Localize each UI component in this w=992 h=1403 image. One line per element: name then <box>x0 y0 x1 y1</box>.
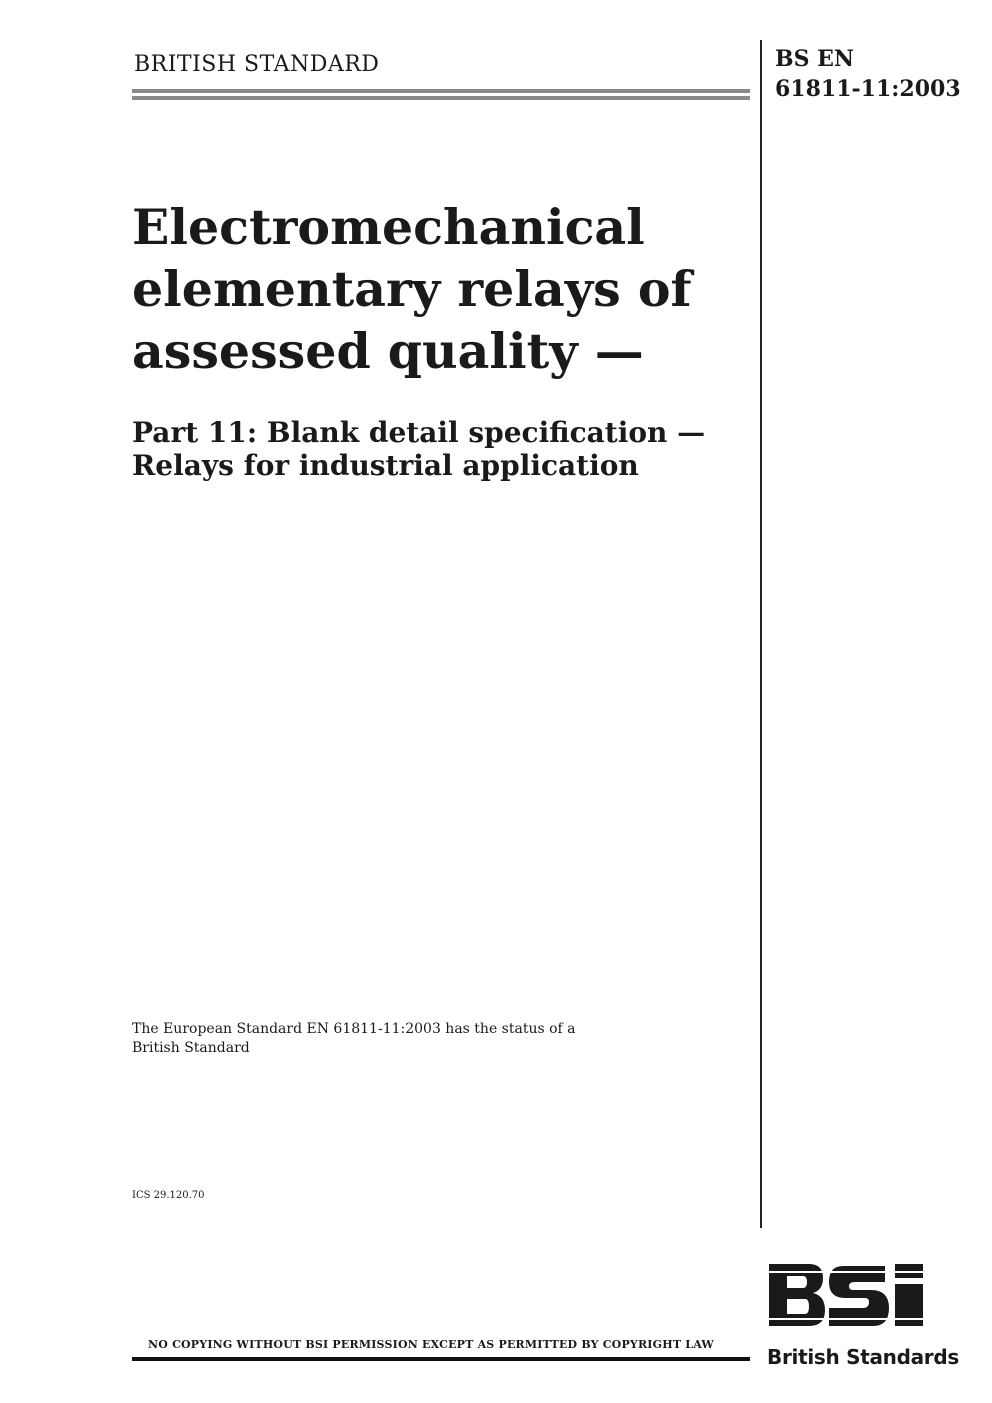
title-line2: elementary relays of <box>132 260 692 318</box>
header-rule-top <box>132 89 750 93</box>
copyright-notice: NO COPYING WITHOUT BSI PERMISSION EXCEPT AS PERMITTED BY COPYRIGHT LAW <box>148 1338 714 1351</box>
title-line1: Electromechanical <box>132 198 645 256</box>
document-subtitle <box>132 416 742 482</box>
status-statement <box>132 1020 652 1058</box>
document-title <box>132 196 742 382</box>
vertical-divider <box>760 40 762 1228</box>
subtitle-line2: Relays for industrial application <box>132 449 639 482</box>
document-number <box>775 44 961 104</box>
document-number-line2: 61811-11:2003 <box>775 76 961 102</box>
footer-rule <box>132 1357 750 1361</box>
title-line3: assessed quality — <box>132 322 644 380</box>
status-line1: The European Standard EN 61811-11:2003 has the status of a <box>132 1021 576 1037</box>
logo-caption: British Standards <box>767 1345 959 1369</box>
subtitle-line1: Part 11: Blank detail specification — <box>132 416 706 449</box>
document-number-line1: BS EN <box>775 46 855 72</box>
header-label: BRITISH STANDARD <box>134 52 380 77</box>
status-line2: British Standard <box>132 1040 250 1056</box>
header-rule-bottom <box>132 96 750 100</box>
ics-code: ICS 29.120.70 <box>132 1190 205 1201</box>
